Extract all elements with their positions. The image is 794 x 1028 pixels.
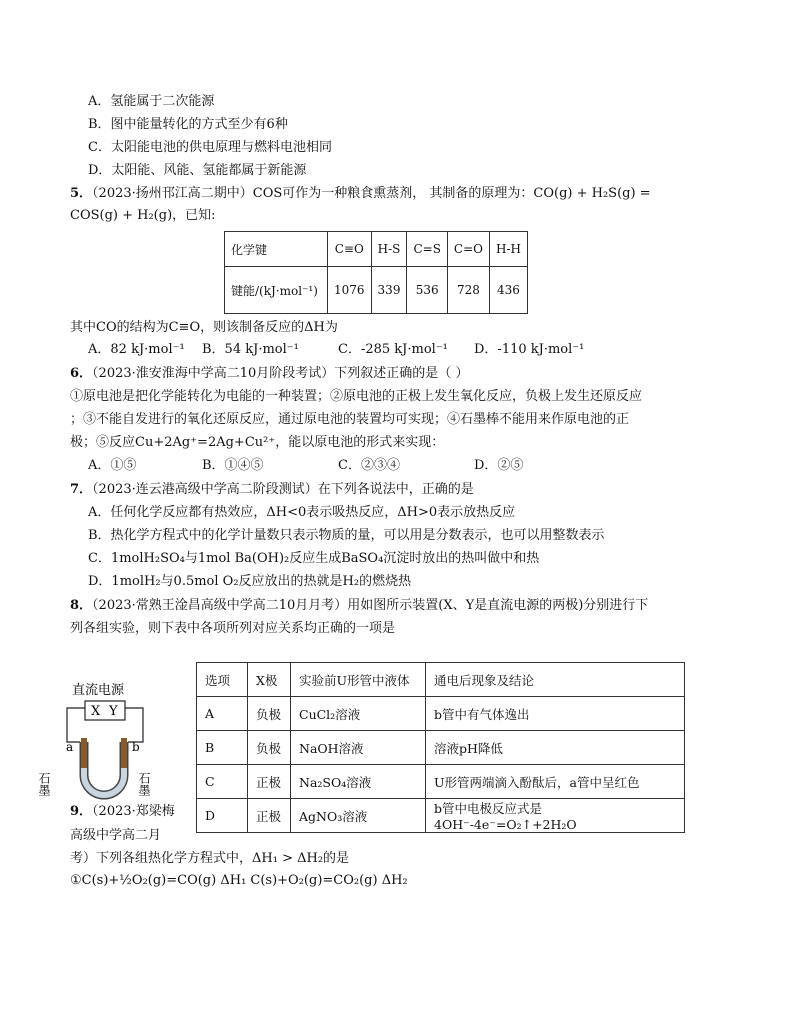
q7-option-a: A．任何化学反应都有热效应，ΔH<0表示吸热反应，ΔH>0表示放热反应 xyxy=(88,505,516,520)
q8-stem-line1 xyxy=(70,596,648,616)
table-row xyxy=(197,799,685,833)
q4-option-d: D．太阳能、风能、氢能都属于新能源 xyxy=(88,163,307,178)
q6-option-c: C．②③④ xyxy=(338,458,400,473)
q8-table xyxy=(196,662,685,833)
q9-formula-1: ①C(s)+½O₂(g)=CO(g) ΔH₁ C(s)+O₂(g)=CO₂(g) ΔH₂ xyxy=(70,873,408,888)
q9-stem-line2: 高级中学高二月 xyxy=(70,828,162,843)
table-cell: b管中电极反应式是4OH⁻-4e⁻=O₂↑+2H₂O xyxy=(426,799,685,833)
power-label: 直流电源 xyxy=(72,683,125,698)
table-cell: 正极 xyxy=(248,765,291,799)
q7-option-d: D．1molH₂与0.5mol O₂反应放出的热就是H₂的燃烧热 xyxy=(88,574,412,589)
table-cell: 溶液pH降低 xyxy=(426,731,685,765)
table-cell: NaOH溶液 xyxy=(291,731,426,765)
table-row xyxy=(197,731,685,765)
q6-stem-line1 xyxy=(70,364,468,384)
q9-stem-line3: 考）下列各组热化学方程式中，ΔH₁ > ΔH₂的是 xyxy=(70,851,350,866)
y-label: Y xyxy=(109,704,118,719)
table-cell: 436 xyxy=(490,267,528,314)
q4-option-b: B．图中能量转化的方式至少有6种 xyxy=(88,117,288,132)
q9-stem-line1 xyxy=(70,802,175,822)
q7-number: 7． xyxy=(70,482,93,497)
q6-option-a: A．①⑤ xyxy=(88,458,137,473)
q5-after: 其中CO的结构为C≡O，则该制备反应的ΔH为 xyxy=(70,320,338,335)
table-cell: 选项 xyxy=(197,663,248,697)
table-cell: AgNO₃溶液 xyxy=(291,799,426,833)
q6-option-d: D．②⑤ xyxy=(474,458,524,473)
table-cell: C=S xyxy=(407,232,447,267)
table-row xyxy=(197,697,685,731)
table-cell: C xyxy=(197,765,248,799)
table-cell: CuCl₂溶液 xyxy=(291,697,426,731)
table-cell: 负极 xyxy=(248,697,291,731)
table-cell: X极 xyxy=(248,663,291,697)
u-tube-liquid xyxy=(84,752,124,795)
table-cell: D xyxy=(197,799,248,833)
table-cell: 1076 xyxy=(328,267,372,314)
table-row xyxy=(225,267,528,314)
q8-number: 8． xyxy=(70,598,93,613)
q5-number: 5． xyxy=(70,186,93,201)
table-cell: 通电后现象及结论 xyxy=(426,663,685,697)
q7-option-b: B．热化学方程式中的化学计量数只表示物质的量，可以用是分数表示，也可以用整数表示 xyxy=(88,528,605,543)
electrolysis-apparatus xyxy=(37,680,170,800)
q9-text-1: （2023·郑梁梅 xyxy=(92,804,175,819)
graphite-left-label: 石墨 xyxy=(37,772,51,796)
table-row xyxy=(225,232,528,267)
q7-stem-line1 xyxy=(70,480,474,500)
table-cell: H-H xyxy=(490,232,528,267)
q5-text-1: （2023·扬州邗江高二期中）COS可作为一种粮食熏蒸剂， 其制备的原理为：CO(g) + H₂S(g) = xyxy=(92,186,651,201)
bond-energy-table xyxy=(224,231,528,314)
table-cell: B xyxy=(197,731,248,765)
q4-option-c: C．太阳能电池的供电原理与燃料电池相同 xyxy=(88,140,332,155)
table-cell: U形管两端滴入酚酞后，a管中呈红色 xyxy=(426,765,685,799)
table-cell: 实验前U形管中液体 xyxy=(291,663,426,697)
q6-number: 6． xyxy=(70,366,93,381)
q5-stem-line1 xyxy=(70,184,651,204)
q4-option-a: A．氢能属于二次能源 xyxy=(88,94,215,109)
q8-text-1: （2023·常熟王淦昌高级中学高二10月月考）用如图所示装置(X、Y是直流电源的两极)分别进行下 xyxy=(92,598,649,613)
q5-option-a: A．82 kJ·mol⁻¹ xyxy=(88,342,185,357)
table-cell: A xyxy=(197,697,248,731)
table-cell: 728 xyxy=(447,267,489,314)
q7-option-c: C．1molH₂SO₄与1mol Ba(OH)₂反应生成BaSO₄沉淀时放出的热叫做中和热 xyxy=(88,551,540,566)
electrode-b xyxy=(121,738,127,768)
q6-option-b: B．①④⑤ xyxy=(202,458,264,473)
b-label: b xyxy=(132,740,140,754)
a-label: a xyxy=(66,740,74,754)
q6-stem-line2: ①原电池是把化学能转化为电能的一种装置；②原电池的正极上发生氧化反应，负极上发生还原反应 xyxy=(70,389,643,404)
q8-stem-line2: 列各组实验，则下表中各项所列对应关系均正确的一项是 xyxy=(70,621,396,636)
table-row xyxy=(197,663,685,697)
q6-stem-line3: ；③不能自发进行的氧化还原反应，通过原电池的装置均可实现；④石墨棒不能用来作原电池的正 xyxy=(70,412,630,427)
q5-option-d: D．-110 kJ·mol⁻¹ xyxy=(474,342,585,357)
q5-option-c: C．-285 kJ·mol⁻¹ xyxy=(338,342,448,357)
q5-option-b: B．54 kJ·mol⁻¹ xyxy=(202,342,299,357)
table-cell: H-S xyxy=(371,232,407,267)
q6-text-1: （2023·淮安淮海中学高二10月阶段考试）下列叙述正确的是（ ） xyxy=(92,366,469,381)
q5-stem-line2: COS(g) + H₂(g)，已知: xyxy=(70,208,216,223)
table-cell: 536 xyxy=(407,267,447,314)
table-cell: 339 xyxy=(371,267,407,314)
table-cell: b管中有气体逸出 xyxy=(426,697,685,731)
table-cell: 键能/(kJ·mol⁻¹) xyxy=(225,267,328,314)
q7-text-1: （2023·连云港高级中学高二阶段测试）在下列各说法中，正确的是 xyxy=(92,482,474,497)
table-cell: Na₂SO₄溶液 xyxy=(291,765,426,799)
table-cell: 正极 xyxy=(248,799,291,833)
electrode-a xyxy=(81,738,87,768)
table-cell: 负极 xyxy=(248,731,291,765)
graphite-right-label: 石墨 xyxy=(137,772,151,796)
table-cell: C=O xyxy=(447,232,489,267)
table-cell: C≡O xyxy=(328,232,372,267)
q6-stem-line4: 极；⑤反应Cu+2Ag⁺=2Ag+Cu²⁺，能以原电池的形式来实现： xyxy=(70,435,445,450)
table-cell: 化学键 xyxy=(225,232,328,267)
q9-number: 9． xyxy=(70,804,93,819)
table-row xyxy=(197,765,685,799)
x-label: X xyxy=(91,704,101,719)
